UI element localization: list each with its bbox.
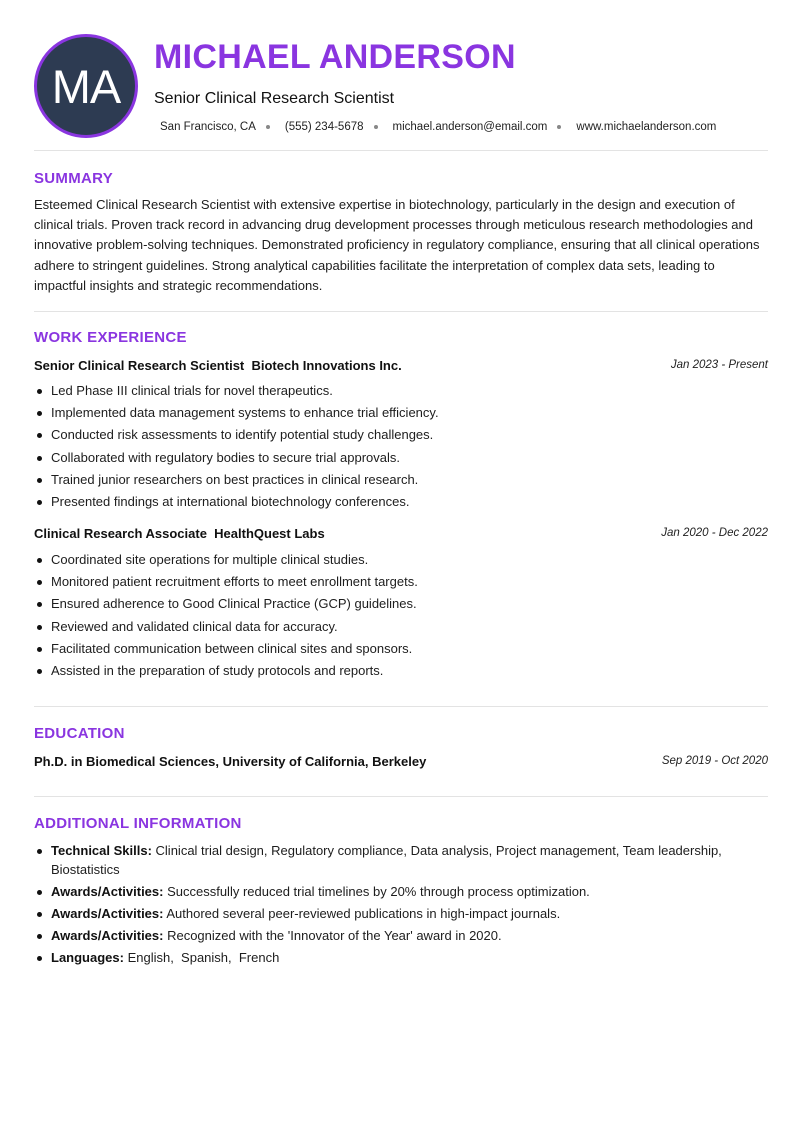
list-item: Assisted in the preparation of study protocols and reports. <box>34 660 768 682</box>
info-value: Recognized with the 'Innovator of the Year' award in 2020. <box>163 928 502 944</box>
divider <box>34 796 768 797</box>
job-bullets <box>34 380 768 513</box>
list-item: Presented findings at international biotechnology conferences. <box>34 491 768 513</box>
additional-list <box>34 842 768 971</box>
candidate-role: Senior Clinical Research Scientist <box>154 90 395 107</box>
contact-phone[interactable]: (555) 234-5678 <box>285 121 393 133</box>
info-value: English, Spanish, French <box>123 950 280 966</box>
list-item: Conducted risk assessments to identify potential study challenges. <box>34 424 768 446</box>
list-item <box>34 905 768 924</box>
list-item <box>34 842 768 879</box>
list-item <box>34 949 768 968</box>
info-label: Technical Skills: <box>51 843 152 858</box>
separator-dot-icon <box>374 125 378 129</box>
contact-location: San Francisco, CA <box>160 121 285 133</box>
degree-title: Ph.D. in Biomedical Sciences, University of California, Berkeley <box>34 754 427 769</box>
job-bullets <box>34 549 768 682</box>
list-item: Implemented data management systems to enhance trial efficiency. <box>34 402 768 424</box>
education-entry <box>34 754 768 769</box>
resume-header <box>34 34 768 138</box>
list-item: Facilitated communication between clinical sites and sponsors. <box>34 638 768 660</box>
info-label: Languages: <box>51 950 124 966</box>
list-item: Collaborated with regulatory bodies to secure trial approvals. <box>34 447 768 469</box>
contact-email[interactable]: michael.anderson@email.com <box>393 121 577 133</box>
list-item: Led Phase III clinical trials for novel therapeutics. <box>34 380 768 402</box>
info-label: Awards/Activities: <box>51 905 164 921</box>
job-header <box>34 358 768 373</box>
list-item: Monitored patient recruitment efforts to meet enrollment targets. <box>34 571 768 593</box>
divider <box>34 150 768 151</box>
list-item <box>34 883 768 902</box>
separator-dot-icon <box>266 125 270 129</box>
job-date: Jan 2020 - Dec 2022 <box>661 527 768 539</box>
additional-heading: ADDITIONAL INFORMATION <box>34 815 242 832</box>
education-heading: EDUCATION <box>34 725 125 742</box>
experience-heading: WORK EXPERIENCE <box>34 329 187 346</box>
summary-heading: SUMMARY <box>34 170 114 187</box>
info-value: Successfully reduced trial timelines by 20% through process optimization. <box>163 883 590 899</box>
contact-bar <box>160 121 716 133</box>
info-value: Clinical trial design, Regulatory compliance, Data analysis, Project management, Team leadership, Biostatistics <box>51 843 726 877</box>
list-item: Reviewed and validated clinical data for accuracy. <box>34 616 768 638</box>
info-label: Awards/Activities: <box>51 928 164 944</box>
job-header <box>34 526 768 541</box>
education-date: Sep 2019 - Oct 2020 <box>661 755 768 767</box>
job-title: Senior Clinical Research Scientist Biotech Innovations Inc. <box>34 358 402 373</box>
list-item <box>34 927 768 946</box>
list-item: Trained junior researchers on best practices in clinical research. <box>34 469 768 491</box>
divider <box>34 706 768 707</box>
candidate-name: MICHAEL ANDERSON <box>154 38 516 76</box>
info-value: Authored several peer-reviewed publications in high-impact journals. <box>163 905 561 921</box>
summary-text: Esteemed Clinical Research Scientist with extensive expertise in biotechnology, particularly in the design and execution of clinical trials. Proven track record in advancing drug development processes through meticulous research methodologies and innovative problem-solving techniques. Demonstrated proficiency in regulatory compliance, ensuring that all clinical operations adhere to stringent guidelines. Strong analytical capabilities facilitate the interpretation of complex data sets, leading to impactful insights and strategic recommendations. <box>34 197 760 293</box>
job-date: Jan 2023 - Present <box>670 359 768 371</box>
list-item: Coordinated site operations for multiple clinical studies. <box>34 549 768 571</box>
separator-dot-icon <box>557 125 561 129</box>
contact-website[interactable]: www.michaelanderson.com <box>576 121 717 133</box>
job-title: Clinical Research Associate HealthQuest Labs <box>34 526 325 541</box>
list-item: Ensured adherence to Good Clinical Practice (GCP) guidelines. <box>34 593 768 615</box>
avatar: MA <box>34 34 138 138</box>
divider <box>34 311 768 312</box>
info-label: Awards/Activities: <box>51 883 164 899</box>
